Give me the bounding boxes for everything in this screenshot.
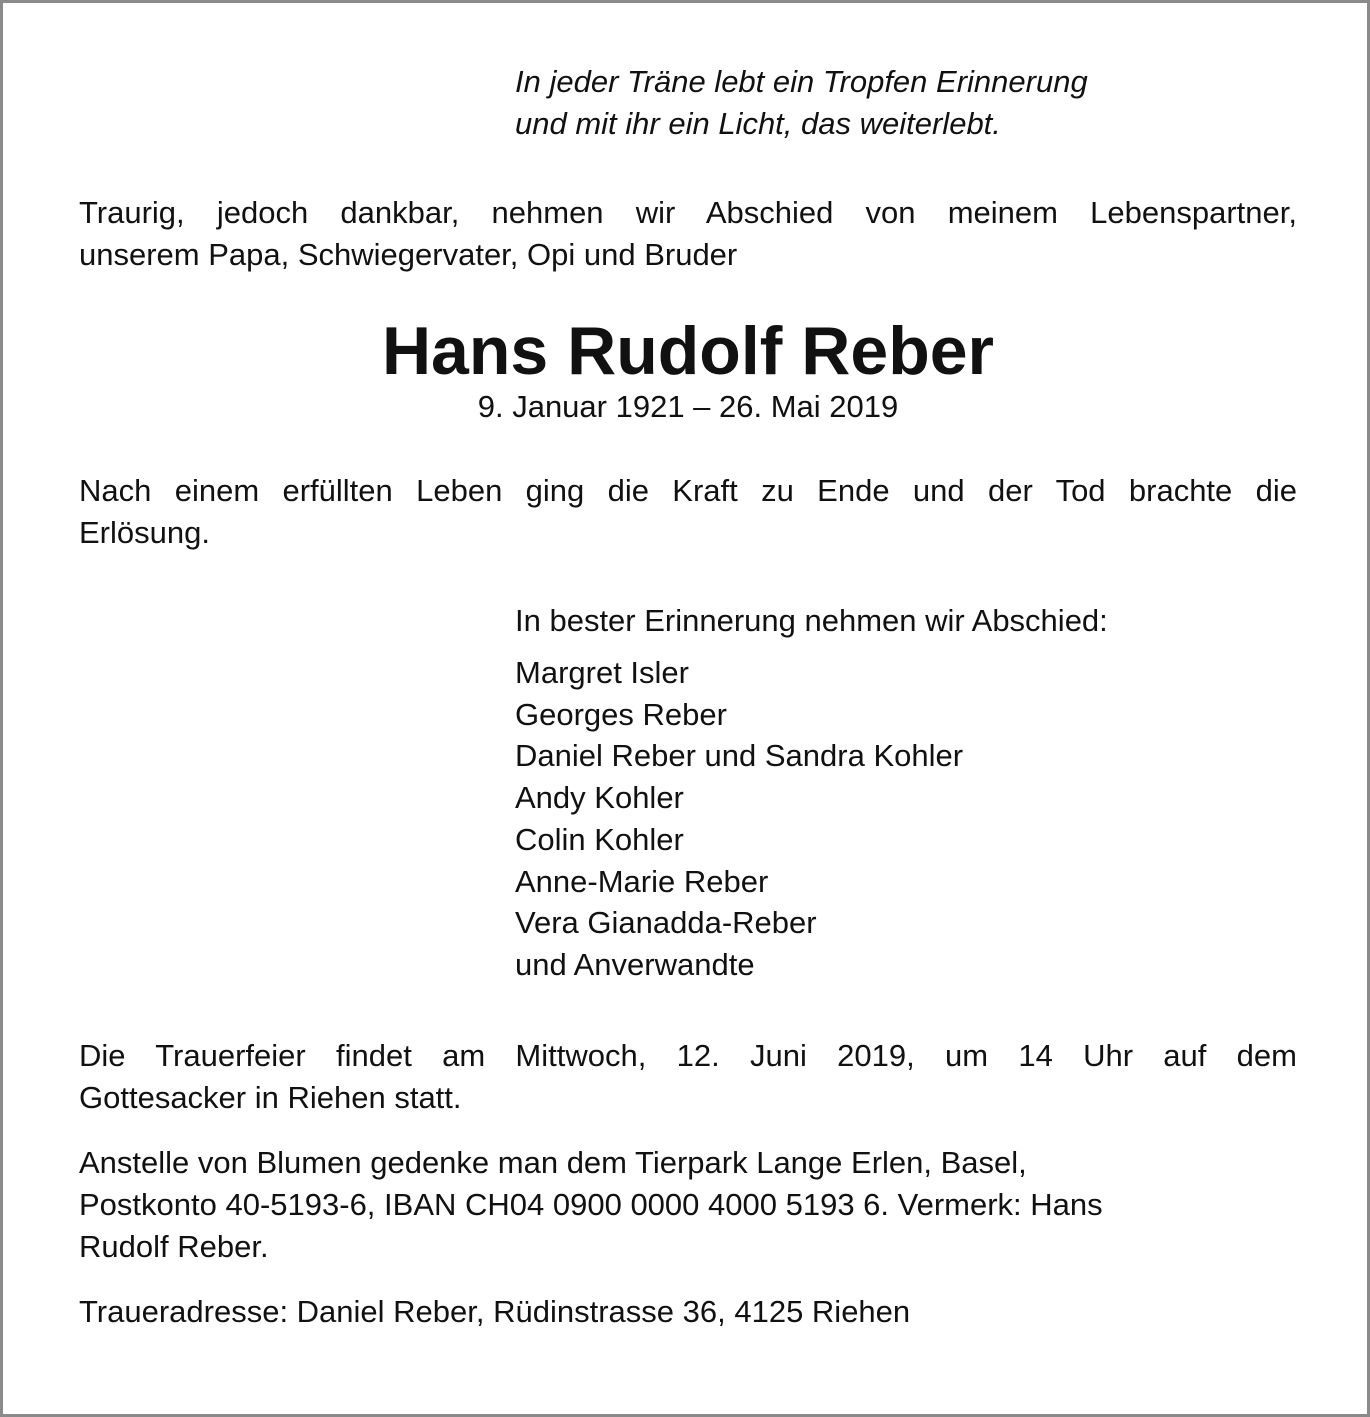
intro-line-2: unserem Papa, Schwiegervater, Opi und Bruder — [79, 237, 738, 272]
mourner-name: Anne-Marie Reber — [515, 863, 769, 899]
mourner-name: und Anverwandte — [515, 946, 755, 982]
deceased-name: Hans Rudolf Reber — [381, 313, 995, 389]
mourner-name: Georges Reber — [515, 696, 727, 732]
mourner-name: Colin Kohler — [515, 821, 684, 857]
motto-line-2: und mit ihr ein Licht, das weiterlebt. — [515, 106, 1001, 141]
mourner-name: Margret Isler — [515, 655, 689, 690]
mourner-name: Andy Kohler — [515, 780, 684, 816]
release-line-2: Erlösung. — [79, 515, 210, 550]
mourner-name: Vera Gianadda-Reber — [515, 905, 817, 941]
deceased-dates: 9. Januar 1921 – 26. Mai 2019 — [477, 389, 899, 424]
mourner-name: Daniel Reber und Sandra Kohler — [515, 738, 964, 774]
motto-line-1: In jeder Träne lebt ein Tropfen Erinnerung — [515, 64, 1088, 99]
release-paragraph — [79, 470, 1297, 554]
mourning-address: Traueradresse: Daniel Reber, Rüdinstrasse 36, 4125 Riehen — [79, 1293, 911, 1329]
mourners-heading: In bester Erinnerung nehmen wir Abschied: — [515, 603, 1108, 638]
motto-quote — [515, 61, 1297, 145]
service-line-2: Gottesacker in Riehen statt. — [79, 1079, 462, 1115]
donation-line-1: Anstelle von Blumen gedenke man dem Tierpark Lange Erlen, Basel, — [79, 1144, 1027, 1180]
service-paragraph — [79, 1035, 1297, 1119]
obituary-content — [79, 61, 1297, 1333]
donation-line-2: Postkonto 40-5193-6, IBAN CH04 0900 0000 4000 5193 6. Vermerk: Hans — [79, 1186, 1103, 1222]
intro-line-1: Traurig, jedoch dankbar, nehmen wir Abschied von meinem Lebenspartner, — [79, 195, 1297, 230]
service-line-1: Die Trauerfeier findet am Mittwoch, 12. Juni 2019, um 14 Uhr auf dem — [79, 1037, 1297, 1073]
intro-paragraph — [79, 192, 1297, 276]
donation-paragraph — [79, 1142, 1297, 1268]
release-line-1: Nach einem erfüllten Leben ging die Kraft zu Ende und der Tod brachte die — [79, 473, 1297, 508]
donation-line-3: Rudolf Reber. — [79, 1228, 269, 1264]
mourners-block — [515, 600, 1297, 986]
mourners-list — [515, 652, 1297, 986]
